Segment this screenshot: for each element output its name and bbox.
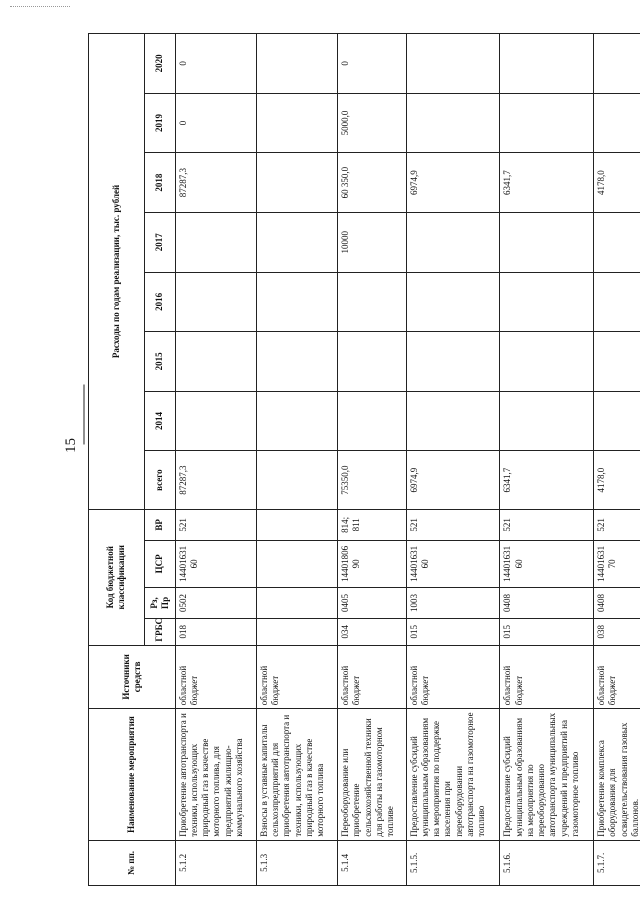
table-row	[175, 34, 256, 886]
table-row	[338, 34, 407, 886]
cell-y2020	[594, 34, 640, 94]
cell-y2017	[594, 212, 640, 272]
cell-y2016	[406, 272, 500, 332]
cell-grbs: 015	[406, 618, 500, 645]
cell-num: 5.1.6.	[500, 840, 594, 885]
col-csr: ЦСР	[144, 540, 175, 587]
cell-grbs: 034	[338, 618, 407, 645]
cell-total: 4178,0	[594, 451, 640, 510]
cell-rzpr: 0405	[338, 588, 407, 619]
table-container	[88, 33, 640, 886]
cell-name: Приобретение комплекса оборудования для освидетельствования газовых баллонов.	[594, 709, 640, 841]
cell-y2020	[406, 34, 500, 94]
cell-grbs	[256, 618, 337, 645]
cell-y2015	[175, 332, 256, 392]
cell-y2019: 5000,0	[338, 93, 407, 153]
cell-rzpr: 0502	[175, 588, 256, 619]
cell-y2015	[256, 332, 337, 392]
cell-source: областной бюджет	[175, 645, 256, 709]
table-row	[406, 34, 500, 886]
cell-y2019	[256, 93, 337, 153]
cell-y2016	[500, 272, 594, 332]
col-num: № пп.	[89, 840, 176, 885]
col-total: всего	[144, 451, 175, 510]
cell-total: 75350,0	[338, 451, 407, 510]
cell-num: 5.1.3	[256, 840, 337, 885]
col-name: Наименование мероприятия	[89, 709, 176, 841]
cell-num: 5.1.2	[175, 840, 256, 885]
cell-y2019	[594, 93, 640, 153]
cell-y2019: 0	[175, 93, 256, 153]
cell-csr: 14401631 60	[406, 540, 500, 587]
cell-y2014	[256, 391, 337, 451]
cell-csr: 14401631 60	[175, 540, 256, 587]
cell-vr: 521	[594, 509, 640, 540]
cell-source: областной бюджет	[500, 645, 594, 709]
cell-y2015	[406, 332, 500, 392]
col-expenses: Расходы по годам реализации, тыс. рублей	[89, 34, 145, 510]
cell-y2017	[500, 212, 594, 272]
cell-name: Переоборудование или приобретение сельскохозяйственной техники для работы на газомоторном топливе	[338, 709, 407, 841]
cell-csr	[256, 540, 337, 587]
cell-y2014	[406, 391, 500, 451]
cell-source: областной бюджет	[338, 645, 407, 709]
cell-total: 6974,9	[406, 451, 500, 510]
cell-y2018: 4178,0	[594, 153, 640, 213]
cell-y2018: 6341,7	[500, 153, 594, 213]
cell-y2017	[406, 212, 500, 272]
cell-y2018: 87287,3	[175, 153, 256, 213]
cell-num: 5.1.7.	[594, 840, 640, 885]
cell-csr: 14401631 60	[500, 540, 594, 587]
cell-rzpr	[256, 588, 337, 619]
cell-y2020: 0	[175, 34, 256, 94]
table-row	[256, 34, 337, 886]
cell-y2017: 10000	[338, 212, 407, 272]
cell-y2018	[256, 153, 337, 213]
col-2019: 2019	[144, 93, 175, 153]
cell-num: 5.1.5.	[406, 840, 500, 885]
cell-y2018: 6974,9	[406, 153, 500, 213]
cell-y2016	[338, 272, 407, 332]
col-2020: 2020	[144, 34, 175, 94]
cell-csr: 14401806 90	[338, 540, 407, 587]
col-2014: 2014	[144, 391, 175, 451]
cell-y2020	[500, 34, 594, 94]
col-budget-code: Код бюджетной классификации	[89, 509, 145, 645]
cell-y2015	[500, 332, 594, 392]
col-vr: ВР	[144, 509, 175, 540]
col-2016: 2016	[144, 272, 175, 332]
cell-num: 5.1.4	[338, 840, 407, 885]
cell-name: Приобретение автотранспорта и техники, использующих природный газ в качестве моторного топлива, для предприятий жилищно-коммунального хозяйства	[175, 709, 256, 841]
cell-y2014	[594, 391, 640, 451]
cell-vr	[256, 509, 337, 540]
table-row	[500, 34, 594, 886]
cell-source: областной бюджет	[406, 645, 500, 709]
cell-vr: 521	[175, 509, 256, 540]
col-source: Источники средств	[89, 645, 176, 709]
cell-y2017	[256, 212, 337, 272]
cell-vr: 814; 811	[338, 509, 407, 540]
cell-y2015	[594, 332, 640, 392]
cell-y2016	[256, 272, 337, 332]
cell-name: Предоставление субсидий муниципальным образованиям на мероприятия по переоборудованию автотранспорта муниципальных учреждений и предприятий на газомоторное топливо	[500, 709, 594, 841]
cell-total: 6341,7	[500, 451, 594, 510]
cell-source: областной бюджет	[594, 645, 640, 709]
cell-name: Взносы в уставные капиталы сельхозпредприятий для приобретения автотранспорта и техники, использующих природный газ в качестве моторного топлива	[256, 709, 337, 841]
table-row	[594, 34, 640, 886]
cell-name: Предоставление субсидий муниципальным образованиям на мероприятия по поддержке населения при переоборудовании автотранспорта на газомоторное топливо	[406, 709, 500, 841]
col-2018: 2018	[144, 153, 175, 213]
col-grbs: ГРБС	[144, 618, 175, 645]
page-number: 15	[63, 438, 79, 453]
header-row-1	[89, 34, 145, 886]
col-rzpr: Рз, Пр	[144, 588, 175, 619]
cell-vr: 521	[500, 509, 594, 540]
expenses-table	[88, 33, 640, 886]
cell-y2020	[256, 34, 337, 94]
cell-y2015	[338, 332, 407, 392]
col-2015: 2015	[144, 332, 175, 392]
cell-source: областной бюджет	[256, 645, 337, 709]
cell-csr: 14401631 70	[594, 540, 640, 587]
cell-total: 87287,3	[175, 451, 256, 510]
cell-rzpr: 0408	[500, 588, 594, 619]
cell-y2019	[406, 93, 500, 153]
cell-grbs: 038	[594, 618, 640, 645]
cell-y2014	[338, 391, 407, 451]
cell-total	[256, 451, 337, 510]
cell-y2016	[594, 272, 640, 332]
cell-y2016	[175, 272, 256, 332]
cell-y2019	[500, 93, 594, 153]
cell-rzpr: 1003	[406, 588, 500, 619]
cell-grbs: 018	[175, 618, 256, 645]
cell-y2017	[175, 212, 256, 272]
cell-grbs: 015	[500, 618, 594, 645]
cell-y2018: 60 350,0	[338, 153, 407, 213]
cell-rzpr: 0408	[594, 588, 640, 619]
col-2017: 2017	[144, 212, 175, 272]
cell-vr: 521	[406, 509, 500, 540]
cell-y2020: 0	[338, 34, 407, 94]
cell-y2014	[500, 391, 594, 451]
cell-y2014	[175, 391, 256, 451]
